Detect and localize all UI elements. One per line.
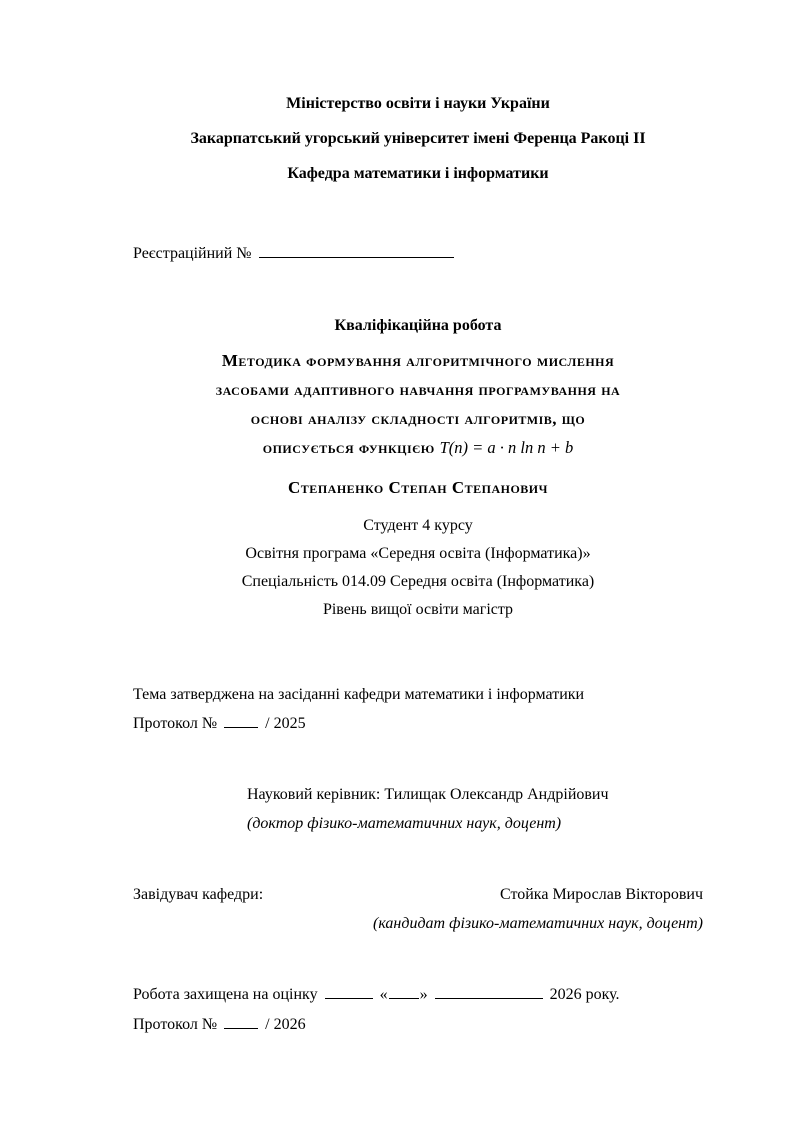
- ministry-line: Міністерство освіти і науки України: [286, 95, 550, 112]
- approval-text: Тема затверджена на засіданні кафедри математики і інформатики: [133, 686, 585, 703]
- defense-quote-open: «: [379, 986, 388, 1003]
- document-header: [133, 86, 703, 191]
- defense-month-blank: [435, 985, 543, 999]
- department-head-line: [133, 880, 703, 909]
- supervisor-label: Науковий керівник:: [247, 786, 381, 803]
- title-line-3: основі аналізу складності алгоритмів, що: [250, 409, 586, 428]
- registration-line: [133, 243, 703, 265]
- title-line-4: [133, 433, 703, 462]
- defense-quote-close: »: [419, 986, 428, 1003]
- defense-prefix: Робота захищена на оцінку: [133, 986, 318, 1003]
- title-line-2: засобами адаптивного навчання програмування на: [215, 380, 621, 399]
- defense-year: 2026 року.: [549, 986, 620, 1003]
- specialty: Спеціальність 014.09 Середня освіта (Інформатика): [241, 573, 595, 590]
- supervisor-line: [247, 780, 703, 809]
- department-head-block: [133, 880, 703, 938]
- title-line-1: Методика формування алгоритмічного мислення: [221, 351, 615, 370]
- defense-day-blank: [389, 985, 419, 999]
- approval-protocol-blank: [224, 714, 258, 728]
- registration-blank-line: [259, 244, 454, 258]
- approval-protocol-label: Протокол №: [133, 715, 218, 732]
- defense-protocol-blank: [224, 1015, 258, 1029]
- education-program: Освітня програма «Середня освіта (Інформатика)»: [245, 545, 591, 562]
- registration-label: Реєстраційний №: [133, 245, 252, 262]
- title-formula: T(n) = a · n ln n + b: [439, 438, 574, 457]
- supervisor-block: [247, 780, 703, 838]
- defense-block: [133, 980, 703, 1040]
- approval-protocol-line: [133, 709, 703, 738]
- department-head-label: Завідувач кафедри:: [133, 886, 264, 903]
- defense-protocol-year: / 2026: [265, 1016, 306, 1033]
- student-info: [133, 512, 703, 624]
- supervisor-degree: (доктор фізико-математичних наук, доцент): [247, 815, 562, 832]
- department-head-degree: (кандидат фізико-математичних наук, доцент): [373, 915, 703, 932]
- education-level: Рівень вищої освіти магістр: [322, 601, 514, 618]
- department-line: Кафедра математики і інформатики: [287, 165, 549, 182]
- approval-block: [133, 680, 703, 738]
- defense-protocol-line: [133, 1010, 703, 1040]
- defense-line: [133, 980, 703, 1010]
- university-line: Закарпатський угорський університет імені Ференца Ракоці II: [190, 130, 646, 147]
- work-type-heading: Кваліфікаційна робота: [334, 317, 502, 334]
- defense-protocol-label: Протокол №: [133, 1016, 218, 1033]
- approval-protocol-year: / 2025: [265, 715, 306, 732]
- author-name: Степаненко Степан Степанович: [288, 478, 548, 497]
- student-course: Студент 4 курсу: [363, 517, 473, 534]
- title-line-4-text: описується функцією: [262, 438, 435, 457]
- defense-grade-blank: [325, 985, 373, 999]
- supervisor-name: Тилищак Олександр Андрійович: [384, 786, 609, 803]
- thesis-title: [133, 346, 703, 462]
- department-head-name: Стойка Мирослав Вікторович: [500, 886, 703, 903]
